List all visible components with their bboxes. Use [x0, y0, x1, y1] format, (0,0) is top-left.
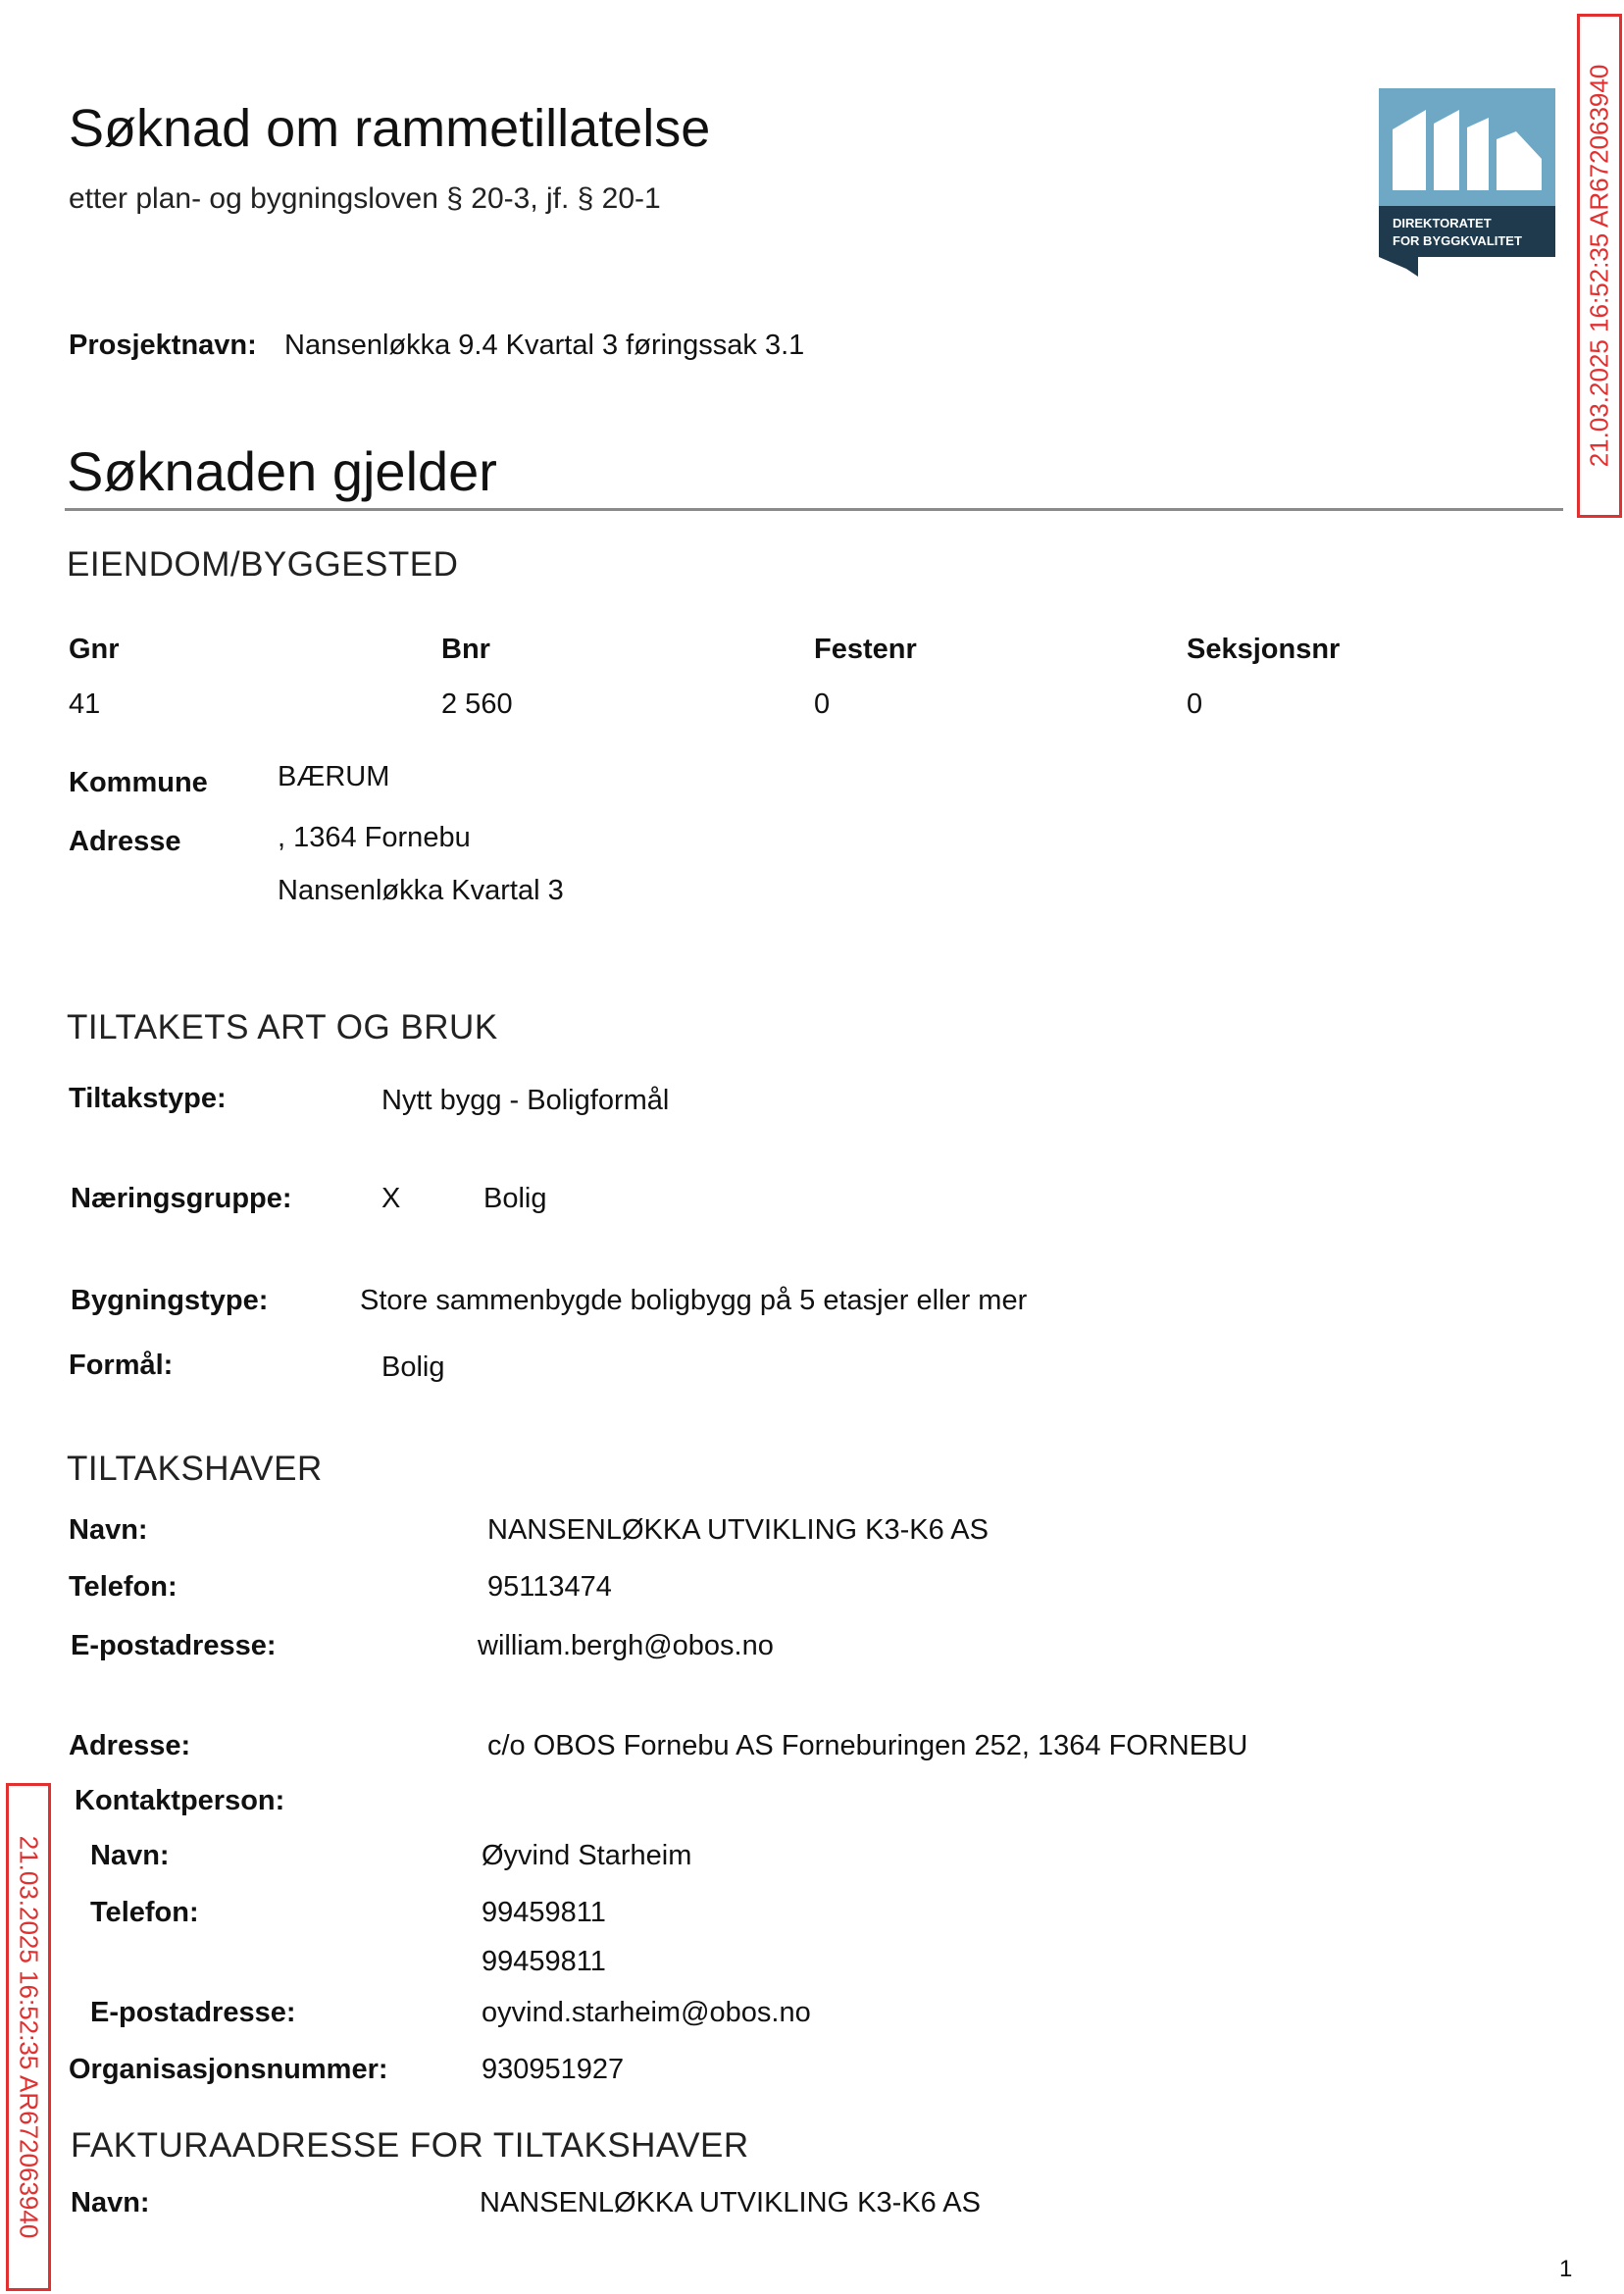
applicant-telefon-label: Telefon: [69, 1571, 178, 1603]
logo-text-1: DIREKTORATET [1393, 216, 1492, 230]
adresse-line1: , 1364 Fornebu [278, 822, 471, 853]
bnr-label: Bnr [441, 634, 490, 665]
kontakt-navn-value: Øyvind Starheim [482, 1840, 692, 1871]
kontakt-navn-label: Navn: [90, 1840, 170, 1871]
dibk-logo [1379, 88, 1555, 277]
seksjonsnr-value: 0 [1187, 688, 1203, 720]
project-name-label: Prosjektnavn: [69, 330, 257, 361]
adresse-label: Adresse [69, 826, 181, 857]
logo-building-2 [1434, 110, 1459, 190]
logo-building-3 [1467, 118, 1489, 190]
kontakt-epost-value: oyvind.starheim@obos.no [482, 1997, 811, 2028]
naeringsgruppe-code: X [381, 1183, 401, 1214]
gnr-value: 41 [69, 688, 101, 720]
tiltakstype-value: Nytt bygg - Boligformål [381, 1085, 670, 1116]
gnr-label: Gnr [69, 634, 120, 665]
applicant-adresse-label: Adresse: [69, 1730, 191, 1761]
page-number: 1 [1559, 2256, 1573, 2282]
billing-heading: FAKTURAADRESSE FOR TILTAKSHAVER [71, 2126, 749, 2165]
stamp-text: 21.03.2025 16:52:35 AR672063940 [14, 1835, 44, 2239]
applicant-heading: TILTAKSHAVER [67, 1450, 323, 1488]
kontakt-epost-label: E-postadresse: [90, 1997, 296, 2028]
applicant-telefon-value: 95113474 [487, 1571, 612, 1603]
section-title: Søknaden gjelder [67, 440, 497, 502]
timestamp-stamp-left [6, 1783, 51, 2291]
applicant-adresse-value: c/o OBOS Fornebu AS Forneburingen 252, 1364 FORNEBU [487, 1730, 1248, 1761]
festenr-label: Festenr [814, 634, 917, 665]
orgnr-label: Organisasjonsnummer: [69, 2054, 388, 2085]
bygningstype-value: Store sammenbygde boligbygg på 5 etasjer eller mer [360, 1285, 1028, 1316]
kontakt-telefon-value-1: 99459811 [482, 1897, 606, 1928]
bygningstype-label: Bygningstype: [71, 1285, 269, 1316]
project-name-value: Nansenløkka 9.4 Kvartal 3 føringssak 3.1 [284, 330, 805, 361]
applicant-navn-value: NANSENLØKKA UTVIKLING K3-K6 AS [487, 1514, 989, 1546]
kontakt-telefon-value-2: 99459811 [482, 1946, 606, 1977]
applicant-epost-value: william.bergh@obos.no [478, 1630, 774, 1661]
logo-ribbon [1379, 257, 1418, 277]
kontakt-telefon-label: Telefon: [90, 1897, 199, 1928]
festenr-value: 0 [814, 688, 831, 720]
section-divider [65, 508, 1563, 511]
measure-heading: TILTAKETS ART OG BRUK [67, 1008, 498, 1046]
kontaktperson-label: Kontaktperson: [75, 1785, 285, 1816]
formaal-value: Bolig [381, 1351, 445, 1383]
tiltakstype-label: Tiltakstype: [69, 1083, 227, 1114]
document-title: Søknad om rammetillatelse [69, 99, 711, 158]
property-heading: EIENDOM/BYGGESTED [67, 545, 459, 584]
logo-text-2: FOR BYGGKVALITET [1393, 233, 1522, 248]
orgnr-value: 930951927 [482, 2054, 625, 2085]
logo-bottom-block [1379, 206, 1555, 257]
applicant-epost-label: E-postadresse: [71, 1630, 277, 1661]
stamp-text: 21.03.2025 16:52:35 AR672063940 [1584, 64, 1614, 468]
kommune-label: Kommune [69, 767, 208, 798]
document-subtitle: etter plan- og bygningsloven § 20-3, jf. § 20-1 [69, 182, 661, 215]
kommune-value: BÆRUM [278, 761, 390, 792]
billing-navn-value: NANSENLØKKA UTVIKLING K3-K6 AS [480, 2187, 981, 2218]
formaal-label: Formål: [69, 1350, 174, 1381]
bnr-value: 2 560 [441, 688, 513, 720]
billing-navn-label: Navn: [71, 2187, 150, 2218]
applicant-navn-label: Navn: [69, 1514, 148, 1546]
seksjonsnr-label: Seksjonsnr [1187, 634, 1341, 665]
timestamp-stamp-right [1577, 14, 1622, 518]
naeringsgruppe-label: Næringsgruppe: [71, 1183, 292, 1214]
naeringsgruppe-value: Bolig [483, 1183, 547, 1214]
adresse-line2: Nansenløkka Kvartal 3 [278, 875, 564, 906]
